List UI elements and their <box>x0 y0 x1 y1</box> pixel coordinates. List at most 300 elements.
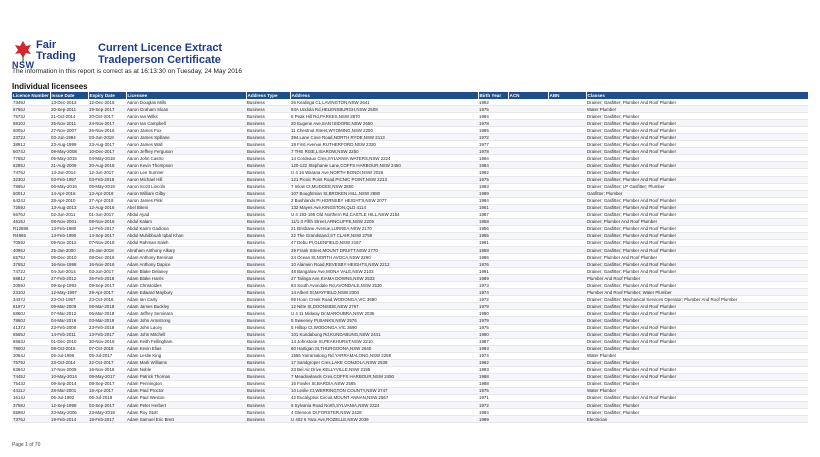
table-cell: Abdul Rahman Saleh <box>126 239 246 246</box>
table-cell: 2310J <box>12 289 50 296</box>
table-cell <box>548 254 586 261</box>
table-cell: Abdul Karim Gadiona <box>126 225 246 232</box>
table-cell: Aaron John Castro <box>126 155 246 162</box>
table-cell: Drainer; Gasfitter; Plumber <box>586 113 808 120</box>
table-cell: Drainer; Gasfitter; Plumber And Roof Plumber <box>586 331 808 338</box>
table-cell: 23-Oct-2014 <box>50 359 88 366</box>
table-row <box>12 331 808 338</box>
table-cell: Adam John Mitchell <box>126 331 246 338</box>
table-cell: 27-Apr-2019 <box>88 197 126 204</box>
table-cell <box>508 162 548 169</box>
table-cell: Business <box>246 310 290 317</box>
table-cell: 08-Nov-2016 <box>88 218 126 225</box>
table-cell: 13-Aug-2013 <box>50 204 88 211</box>
table-cell: 21 Brisbane Avenue,LURNEA,NSW 2170 <box>290 225 478 232</box>
table-row <box>12 141 808 148</box>
table-cell: Drainer; Gasfitter; Plumber And Roof Plumber <box>586 134 808 141</box>
table-cell: 14-Sep-2017 <box>88 232 126 239</box>
table-cell: Adam Anthony Brennan <box>126 254 246 261</box>
table-cell: Drainer; Gasfitter; Plumber And Roof Plumber <box>586 162 808 169</box>
table-cell: 17 Sandgroper Cres,LAKE CONJOLA,NSW 2539 <box>290 359 478 366</box>
table-cell <box>548 127 586 134</box>
table-cell: Abdul Muhibbuah Iqbal Khan <box>126 232 246 239</box>
table-cell: Adam Paul Proctor <box>126 387 246 394</box>
table-cell: Drainer; Gasfitter; Plumber And Roof Plumber <box>586 225 808 232</box>
table-cell: Business <box>246 402 290 409</box>
table-cell: 60 Hartigan St,THURGOONA,NSW 2640 <box>290 345 478 352</box>
table-cell: Plumber And Roof Plumber <box>586 275 808 282</box>
table-cell: 04-Mar-2016 <box>50 317 88 324</box>
table-cell: Business <box>246 183 290 190</box>
table-cell: 13-Apr-2019 <box>88 190 126 197</box>
table-cell: 7 THE RISE,LISAROW,NSW 2250 <box>290 148 478 155</box>
table-cell: Drainer; Gasfitter; Plumber <box>586 345 808 352</box>
table-cell: Business <box>246 366 290 373</box>
table-cell <box>508 246 548 253</box>
table-cell: 10 Leslie Ct,WERRINGTON COUNTY,NSW 2747 <box>290 387 478 394</box>
table-cell <box>508 366 548 373</box>
table-cell: 21-Oct-2014 <box>50 113 88 120</box>
table-cell: 1974 <box>478 289 508 296</box>
table-cell: 05-Jul-2017 <box>88 352 126 359</box>
table-row <box>12 373 808 380</box>
table-row <box>12 169 808 176</box>
report-header <box>12 38 808 68</box>
table-cell: 02-Jun-2011 <box>50 211 88 218</box>
logo-nsw-text: NSW <box>12 60 35 70</box>
table-cell: 09-Sep-1993 <box>50 282 88 289</box>
table-cell: 7 Meadowlands Cres,COFFS HARBOUR,NSW 2450 <box>290 373 478 380</box>
table-cell: 1994 <box>478 113 508 120</box>
report-titles <box>98 42 222 66</box>
table-cell: 6676J <box>12 211 50 218</box>
table-cell: 1972 <box>478 402 508 409</box>
table-cell: 12-Sep-1998 <box>50 402 88 409</box>
table-cell: 42 Eucalyptus Circuit,MOUNT ANNAN,NSW 2567 <box>290 394 478 401</box>
table-cell: 1984 <box>478 197 508 204</box>
table-cell <box>548 239 586 246</box>
table-cell <box>548 232 586 239</box>
table-cell: Business <box>246 106 290 113</box>
table-cell: 3891J <box>12 141 50 148</box>
column-header: Licence Number <box>13 93 49 98</box>
table-cell: 01-Jun-2017 <box>88 211 126 218</box>
table-cell: 23-May-2006 <box>50 409 88 416</box>
table-cell: 1979 <box>478 317 508 324</box>
table-header-row <box>12 92 808 99</box>
table-cell: 22-Oct-2017 <box>88 359 126 366</box>
table-cell: Aaron Ian Campbell <box>126 120 246 127</box>
table-cell: Business <box>246 169 290 176</box>
report-title: Current Licence Extract <box>98 42 223 54</box>
table-cell: Drainer; Plumber And Roof Plumber <box>586 254 808 261</box>
table-cell: 13-Feb-1980 <box>50 225 88 232</box>
waratah-icon <box>14 40 32 62</box>
table-cell: Business <box>246 190 290 197</box>
table-cell: 1972 <box>478 134 508 141</box>
table-cell: Business <box>246 387 290 394</box>
table-cell: 19-Sep-2017 <box>88 106 126 113</box>
table-cell: Adam Anthony Dapice <box>126 261 246 268</box>
table-cell: Adam Jeffrey Seminara <box>126 310 246 317</box>
table-cell: Drainer; Gasfitter; Plumber And Roof Plumber <box>586 197 808 204</box>
table-cell: Drainer; Gasfitter; Plumber <box>586 380 808 387</box>
table-cell: 2372J <box>12 134 50 141</box>
table-cell <box>508 409 548 416</box>
table-row <box>12 261 808 268</box>
table-cell: 09-May-2008 <box>50 148 88 155</box>
table-cell: Drainer; Gasfitter; Plumber And Roof Plumber <box>586 148 808 155</box>
table-cell: 1974 <box>478 352 508 359</box>
column-header: Expiry Date <box>88 92 126 99</box>
table-cell: 07-Mar-2012 <box>50 310 88 317</box>
table-cell: 1989 <box>478 190 508 197</box>
table-cell: 12-Jun-2017 <box>88 169 126 176</box>
table-cell: Adam Blake Delaney <box>126 268 246 275</box>
table-cell: Business <box>246 324 290 331</box>
table-cell: 17-Nov-2009 <box>50 366 88 373</box>
table-cell: 6881J <box>12 275 50 282</box>
table-row <box>12 352 808 359</box>
table-cell: 06-Jul-1992 <box>50 394 88 401</box>
table-cell: 6 Sylvania Road North,SYLVANIA,NSW 2224 <box>290 402 478 409</box>
table-cell: 99 Hoon Creek Road,WODONGA,VIC 3690 <box>290 296 478 303</box>
table-cell: 08-Sep-2017 <box>88 380 126 387</box>
table-cell <box>508 239 548 246</box>
table-cell: 6563J <box>12 338 50 345</box>
table-cell: Business <box>246 218 290 225</box>
table-cell <box>548 352 586 359</box>
table-cell: 28-Mar-2001 <box>50 387 88 394</box>
table-cell <box>548 155 586 162</box>
table-cell <box>508 380 548 387</box>
table-cell: 16-Nov-2018 <box>88 366 126 373</box>
table-cell: Business <box>246 155 290 162</box>
table-cell <box>508 317 548 324</box>
table-cell: Business <box>246 254 290 261</box>
table-cell: 1976 <box>478 261 508 268</box>
table-cell: Water Plumber <box>586 387 808 394</box>
table-cell: Business <box>246 141 290 148</box>
table-cell: 7543J <box>12 380 50 387</box>
table-cell: Adam Patrick Thomas <box>126 373 246 380</box>
table-cell: 23-Feb-2000 <box>50 324 88 331</box>
table-cell: 12-Dec-2016 <box>88 99 126 106</box>
column-header: ABN <box>548 92 586 99</box>
table-cell <box>548 197 586 204</box>
table-cell <box>508 197 548 204</box>
table-cell: Business <box>246 246 290 253</box>
table-cell: Adam Pennington <box>126 380 246 387</box>
table-cell: 24 Ocean St,NORTH AVOCA,NSW 2260 <box>290 254 478 261</box>
table-cell: 107 Boughtman St,BROKEN HILL,NSW 2880 <box>290 190 478 197</box>
table-cell: 29-Apr-2017 <box>88 289 126 296</box>
table-cell: 25-Nov-2011 <box>50 120 88 127</box>
table-cell: 26 Kealinga CL,LAVINGTON,NSW 2641 <box>290 99 478 106</box>
table-cell: 09-Mar-2009 <box>50 303 88 310</box>
table-cell: 11/1-3 Fifth Street,ARNCLIFFE,NSW 2205 <box>290 218 478 225</box>
table-cell <box>548 275 586 282</box>
table-cell: 6005J <box>12 127 50 134</box>
table-cell: Drainer; Gasfitter; Plumber And Roof Plumber <box>586 261 808 268</box>
table-cell: 1987 <box>478 338 508 345</box>
table-cell <box>548 387 586 394</box>
table-cell <box>508 225 548 232</box>
table-cell <box>508 373 548 380</box>
table-cell: Business <box>246 409 290 416</box>
table-cell: 03-Jun-2017 <box>88 268 126 275</box>
table-cell <box>508 416 548 423</box>
table-cell: 1971 <box>478 394 508 401</box>
table-cell: 03-Feb-1997 <box>50 176 88 183</box>
table-cell: Adam John Armstrong <box>126 317 246 324</box>
table-cell <box>508 232 548 239</box>
table-cell: 6810J <box>12 120 50 127</box>
table-cell: Drainer; Gasfitter; Plumber And Roof Plumber <box>586 310 808 317</box>
table-cell: Drainer; Gasfitter; Plumber And Roof Plumber <box>586 373 808 380</box>
table-cell: 1992 <box>478 99 508 106</box>
table-cell: Business <box>246 317 290 324</box>
table-cell: 1982 <box>478 359 508 366</box>
table-cell: 12-Aug-2016 <box>88 204 126 211</box>
column-header: Issue Date <box>50 92 88 99</box>
table-cell: Adam Samuel Eric Brett <box>126 416 246 423</box>
table-cell: 1961 <box>478 204 508 211</box>
table-cell <box>508 254 548 261</box>
table-cell: Drainer; Gasfitter; Plumber <box>586 409 808 416</box>
table-cell: 26-Nov-2016 <box>88 127 126 134</box>
table-cell: 27-Feb-2012 <box>50 275 88 282</box>
table-cell: 1984 <box>478 162 508 169</box>
table-cell <box>508 190 548 197</box>
table-cell: Aaron Michael Hill <box>126 176 246 183</box>
table-cell: Business <box>246 338 290 345</box>
table-cell: Drainer; Gasfitter; LP Gasfitter; Plumber <box>586 183 808 190</box>
table-cell <box>548 409 586 416</box>
table-cell <box>548 373 586 380</box>
table-cell: 09-Sep-2017 <box>88 282 126 289</box>
table-cell <box>548 317 586 324</box>
table-cell: 7573J <box>12 113 50 120</box>
table-cell <box>508 296 548 303</box>
table-cell: Abdul Ayad <box>126 211 246 218</box>
table-cell: Drainer; Gasfitter; Plumber And Roof Plumber <box>586 282 808 289</box>
table-cell: 5 Sweeney PI,BANKS,NSW 2576 <box>290 317 478 324</box>
table-cell: 20 Eugene Ave,SAN ISIDORE,NSW 2650 <box>290 120 478 127</box>
table-cell <box>548 268 586 275</box>
table-cell <box>508 387 548 394</box>
table-cell: 09-Dec-2010 <box>50 254 88 261</box>
table-cell: Adam Mark Williams <box>126 359 246 366</box>
table-cell <box>548 120 586 127</box>
column-header: Address Type <box>246 92 290 99</box>
table-cell: 394 Lane Cove Road,NORTH RYDE,NSW 2113 <box>290 134 478 141</box>
table-row <box>12 211 808 218</box>
table-cell: Business <box>246 331 290 338</box>
table-cell <box>508 183 548 190</box>
table-cell: 01-Dec-2010 <box>50 338 88 345</box>
table-cell: 27 Talinga Ave,KIAMA DOWNS,NSW 2533 <box>290 275 478 282</box>
table-cell: 21-Aug-2009 <box>50 162 88 169</box>
table-cell: 1986 <box>478 254 508 261</box>
table-cell: 1991 <box>478 268 508 275</box>
table-cell: Business <box>246 352 290 359</box>
table-cell <box>548 169 586 176</box>
table-row <box>12 275 808 282</box>
table-cell: 12 Nitte St,DOONSIDE,NSW 2767 <box>290 303 478 310</box>
table-cell: 28-Apr-2010 <box>50 197 88 204</box>
table-row <box>12 155 808 162</box>
table-cell: 2059J <box>12 282 50 289</box>
table-cell: 1985 <box>478 127 508 134</box>
table-cell: 10 Alamein Road,REVESBY HEIGHTS,NSW 2212 <box>290 261 478 268</box>
table-cell: Aaron Ian Wilks <box>126 113 246 120</box>
table-cell: 7476J <box>12 169 50 176</box>
table-cell <box>548 296 586 303</box>
table-cell <box>548 338 586 345</box>
table-row <box>12 416 808 423</box>
table-cell: 23-Aug-2017 <box>88 141 126 148</box>
table-row <box>12 345 808 352</box>
table-cell: Business <box>246 120 290 127</box>
table-cell <box>548 359 586 366</box>
table-cell: Business <box>246 282 290 289</box>
table-cell <box>548 162 586 169</box>
table-cell: 23-Oct-1997 <box>50 296 88 303</box>
table-cell <box>548 218 586 225</box>
table-row <box>12 176 808 183</box>
table-cell: 1955 <box>478 232 508 239</box>
table-cell: 7349J <box>12 99 50 106</box>
table-cell: 7376J <box>12 416 50 423</box>
table-row <box>12 127 808 134</box>
table-row <box>12 289 808 296</box>
table-cell: 05-May-2019 <box>88 183 126 190</box>
table-row <box>12 268 808 275</box>
table-cell: 23-Aug-1999 <box>50 141 88 148</box>
table-cell <box>548 211 586 218</box>
table-cell <box>508 218 548 225</box>
table-cell: 1956 <box>478 225 508 232</box>
column-header: Birth Year <box>478 92 508 99</box>
table-cell: 30-Nov-2016 <box>88 338 126 345</box>
table-cell: 101 Kundabung Rd,KUNDABUNG,NSW 2441 <box>290 331 478 338</box>
table-cell: 24-Nov-2017 <box>88 120 126 127</box>
table-cell: 05-Jul-1996 <box>50 352 88 359</box>
table-cell: 1972 <box>478 296 508 303</box>
table-cell: 03-Mar-2019 <box>88 317 126 324</box>
table-cell: Business <box>246 268 290 275</box>
table-cell: Aaron James Fox <box>126 127 246 134</box>
table-cell: Aaron James Pink <box>126 197 246 204</box>
table-cell <box>508 282 548 289</box>
table-cell <box>548 261 586 268</box>
table-cell: 5598J <box>12 409 50 416</box>
table-cell <box>548 380 586 387</box>
table-cell: 1990 <box>478 331 508 338</box>
table-cell: 1994 <box>478 155 508 162</box>
table-cell: 6074J <box>12 148 50 155</box>
table-cell: 12-May-1997 <box>50 289 88 296</box>
table-row <box>12 366 808 373</box>
table-body <box>12 99 808 423</box>
table-cell <box>548 416 586 423</box>
table-cell: 1614J <box>12 394 50 401</box>
table-cell: 7865J <box>12 183 50 190</box>
table-cell <box>548 282 586 289</box>
table-cell <box>508 324 548 331</box>
table-cell: 1958 <box>478 246 508 253</box>
table-cell: 5 Peak Hill Rd,PARKES,NSW 2870 <box>290 113 478 120</box>
table-cell: 1989 <box>478 275 508 282</box>
table-cell: 08-Oct-2015 <box>50 345 88 352</box>
table-cell: 7059J <box>12 239 50 246</box>
table-cell <box>548 141 586 148</box>
table-cell: 7445J <box>12 373 50 380</box>
table-cell <box>548 324 586 331</box>
table-cell: 10-May-2014 <box>50 373 88 380</box>
table-cell: Drainer; Gasfitter; Plumber <box>586 359 808 366</box>
table-cell: 4095J <box>12 246 50 253</box>
table-cell <box>548 225 586 232</box>
table-cell: Abel Biteni <box>126 204 246 211</box>
table-cell: 13-Feb-2017 <box>88 331 126 338</box>
table-cell: Drainer; Gasfitter; Plumber And Roof Plumber <box>586 324 808 331</box>
table-cell: 13-Dec-2013 <box>50 99 88 106</box>
table-row <box>12 225 808 232</box>
licence-table <box>12 92 809 423</box>
table-row <box>12 204 808 211</box>
table-cell: Abdul Kalam <box>126 218 246 225</box>
table-cell: 20-Oct-2017 <box>88 113 126 120</box>
table-cell: Business <box>246 373 290 380</box>
table-cell: Drainer; Gasfitter; Mechanical Services Operator; Plumber And Roof Plumber <box>586 296 808 303</box>
table-row <box>12 148 808 155</box>
table-cell: 7860J <box>12 317 50 324</box>
table-cell: 5 Hilltop Ct,WODONGA,VIC 3690 <box>290 324 478 331</box>
table-cell: Adam Kevin Elias <box>126 345 246 352</box>
table-cell <box>548 289 586 296</box>
table-cell <box>508 169 548 176</box>
table-cell: Aaron Douglas Mills <box>126 99 246 106</box>
table-cell: 7259J <box>12 204 50 211</box>
table-cell <box>508 394 548 401</box>
table-cell: Drainer; Gasfitter; Plumber <box>586 155 808 162</box>
table-cell: 16-Nov-1998 <box>50 261 88 268</box>
table-cell: 1988 <box>478 373 508 380</box>
table-cell: 6575J <box>12 254 50 261</box>
table-cell: 1991 <box>478 239 508 246</box>
table-cell: 14-Apr-2016 <box>50 190 88 197</box>
table-cell: 1975 <box>478 176 508 183</box>
table-cell: 6001J <box>12 190 50 197</box>
table-cell: Aaron James Spillane <box>126 134 246 141</box>
table-cell: Business <box>246 345 290 352</box>
table-cell: Drainer; Gasfitter; Plumber And Roof Plumber <box>586 394 808 401</box>
table-cell: Drainer; Gasfitter; Plumber And Roof Plumber <box>586 303 808 310</box>
table-cell: 07-Oct-2018 <box>88 345 126 352</box>
table-cell: Business <box>246 275 290 282</box>
table-row <box>12 218 808 225</box>
table-cell: Business <box>246 416 290 423</box>
table-cell: Drainer; Gasfitter; Plumber And Roof Plumber <box>586 127 808 134</box>
table-cell: Drainer; Gasfitter; Plumber <box>586 317 808 324</box>
table-cell <box>548 204 586 211</box>
table-cell <box>548 134 586 141</box>
table-cell: 1983 <box>478 366 508 373</box>
table-cell: 7472J <box>12 268 50 275</box>
table-cell: 4137J <box>12 324 50 331</box>
